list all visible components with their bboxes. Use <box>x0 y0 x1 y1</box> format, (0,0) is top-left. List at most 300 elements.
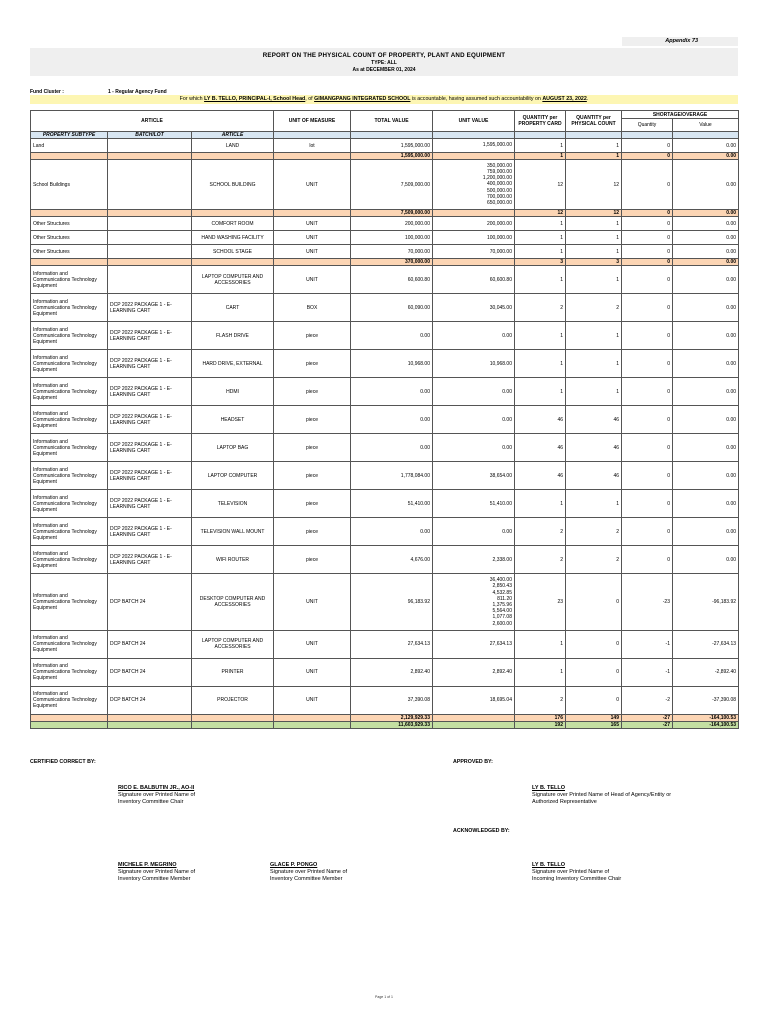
signatory-name: GLACE P. PONGO <box>270 862 318 868</box>
unit-of-measure-cell: UNIT <box>274 630 351 658</box>
report-date: As at DECEMBER 01, 2024 <box>352 67 416 73</box>
unit-value-cell <box>433 139 515 153</box>
shortage-qty-cell: -23 <box>622 574 673 631</box>
unit-value-cell <box>433 217 515 231</box>
qty-card-cell: 2 <box>515 294 566 322</box>
total-value-cell: 96,183.92 <box>351 574 433 631</box>
qty-card-cell: 1 <box>515 217 566 231</box>
table-row <box>31 686 739 714</box>
shortage-qty-cell: 0 <box>622 546 673 574</box>
shortage-value-cell: 0.00 <box>673 294 739 322</box>
unit-of-measure-cell: piece <box>274 406 351 434</box>
header-blank <box>566 132 622 139</box>
shortage-value-cell: -2,892.40 <box>673 658 739 686</box>
signatory-name: LY B. TELLO <box>532 862 566 868</box>
accountability-statement <box>30 95 738 104</box>
signatory-member-1 <box>118 862 195 883</box>
batch-lot-cell <box>108 160 192 210</box>
unit-value: 1,200,000.00 <box>482 175 512 182</box>
unit-value: 0.00 <box>502 332 512 339</box>
qty-physical-cell: 46 <box>566 406 622 434</box>
empty-cell <box>192 153 274 160</box>
shortage-qty-cell: 0 <box>622 490 673 518</box>
shortage-value-cell: 0.00 <box>673 434 739 462</box>
qty-physical-cell: 149 <box>566 714 622 721</box>
article-cell: HDMI <box>192 378 274 406</box>
shortage-value-cell: 0.00 <box>673 266 739 294</box>
article-cell: HEADSET <box>192 406 274 434</box>
certified-label: CERTIFIED CORRECT BY: <box>30 759 96 765</box>
qty-card-cell: 1 <box>515 658 566 686</box>
subtotal-row <box>31 153 739 160</box>
qty-card-cell: 176 <box>515 714 566 721</box>
article-cell: LAPTOP COMPUTER <box>192 462 274 490</box>
shortage-value-cell: -27,634.13 <box>673 630 739 658</box>
qty-card-cell: 1 <box>515 378 566 406</box>
qty-physical-cell: 1 <box>566 378 622 406</box>
signatory-caption: Signature over Printed Name of <box>118 792 196 798</box>
accountability-text: is accountable, having assumed such accountability on <box>410 96 543 102</box>
unit-value: 0.00 <box>502 388 512 395</box>
signatory-role: Authorized Representative <box>532 799 597 805</box>
signatory-member-2 <box>270 862 347 883</box>
batch-lot-cell: DCP 2022 PACKAGE 1 - E-LEARNING CART <box>108 462 192 490</box>
acknowledged-label: ACKNOWLEDGED BY: <box>453 828 510 834</box>
qty-physical-cell: 1 <box>566 266 622 294</box>
total-value-cell: 0.00 <box>351 378 433 406</box>
total-value-cell: 370,000.00 <box>351 259 433 266</box>
article-cell: SCHOOL STAGE <box>192 245 274 259</box>
empty-cell <box>31 259 108 266</box>
total-value-cell: 10,968.00 <box>351 350 433 378</box>
total-value-cell: 60,600.80 <box>351 266 433 294</box>
empty-cell <box>192 714 274 721</box>
empty-cell <box>274 714 351 721</box>
header-article-sub: ARTICLE <box>192 132 274 139</box>
accountability-text: , of <box>305 96 315 102</box>
shortage-value-cell: 0.00 <box>673 350 739 378</box>
header-blank <box>433 132 515 139</box>
table-row <box>31 266 739 294</box>
unit-value-cell <box>433 406 515 434</box>
unit-value: 350,000.00 <box>486 162 512 169</box>
header-shortage-overage: SHORTAGE/OVERAGE <box>622 111 739 119</box>
total-value-cell: 51,410.00 <box>351 490 433 518</box>
total-value-cell: 0.00 <box>351 434 433 462</box>
table-row <box>31 630 739 658</box>
qty-physical-cell: 1 <box>566 217 622 231</box>
property-subtype-cell: Information and Communications Technology Equipment <box>31 294 108 322</box>
header-blank <box>622 132 673 139</box>
shortage-qty-cell: 0 <box>622 434 673 462</box>
qty-physical-cell: 0 <box>566 574 622 631</box>
batch-lot-cell: DCP 2022 PACKAGE 1 - E-LEARNING CART <box>108 322 192 350</box>
property-subtype-cell: Information and Communications Technology Equipment <box>31 434 108 462</box>
page-footer: Page 1 of 1 <box>375 995 393 999</box>
total-value-cell: 11,603,929.33 <box>351 721 433 728</box>
unit-value-cell <box>433 490 515 518</box>
property-subtype-cell: Information and Communications Technology Equipment <box>31 266 108 294</box>
total-value-cell: 0.00 <box>351 322 433 350</box>
batch-lot-cell: DCP 2022 PACKAGE 1 - E-LEARNING CART <box>108 406 192 434</box>
unit-value-cell <box>433 378 515 406</box>
unit-value: 1,375.96 <box>492 602 512 609</box>
empty-cell <box>108 721 192 728</box>
unit-of-measure-cell: piece <box>274 546 351 574</box>
unit-of-measure-cell: piece <box>274 322 351 350</box>
batch-lot-cell: DCP BATCH 24 <box>108 574 192 631</box>
property-subtype-cell: Other Structures <box>31 231 108 245</box>
subtotal-row <box>31 259 739 266</box>
header-unit-of-measure: UNIT OF MEASURE <box>274 111 351 132</box>
signatory-name: LY B. TELLO <box>532 785 566 791</box>
article-cell: LAPTOP BAG <box>192 434 274 462</box>
property-subtype-cell: Other Structures <box>31 245 108 259</box>
signatory-approved <box>532 785 671 806</box>
unit-value: 30,045.00 <box>489 304 512 311</box>
qty-physical-cell: 2 <box>566 546 622 574</box>
table-row <box>31 518 739 546</box>
empty-cell <box>274 210 351 217</box>
qty-card-cell: 1 <box>515 266 566 294</box>
empty-cell <box>31 153 108 160</box>
subtotal-row <box>31 210 739 217</box>
table-row <box>31 546 739 574</box>
table-row <box>31 350 739 378</box>
property-subtype-cell: Information and Communications Technology Equipment <box>31 686 108 714</box>
property-subtype-cell: Information and Communications Technology Equipment <box>31 406 108 434</box>
shortage-value-cell: 0.00 <box>673 490 739 518</box>
article-cell: DESKTOP COMPUTER AND ACCESSORIES <box>192 574 274 631</box>
shortage-qty-cell: 0 <box>622 160 673 210</box>
unit-value: 1,595,000.00 <box>482 142 512 149</box>
batch-lot-cell: DCP BATCH 24 <box>108 630 192 658</box>
unit-value: 759,000.00 <box>486 169 512 176</box>
shortage-qty-cell: 0 <box>622 210 673 217</box>
shortage-value-cell: 0.00 <box>673 210 739 217</box>
qty-physical-cell: 1 <box>566 245 622 259</box>
unit-of-measure-cell: piece <box>274 350 351 378</box>
shortage-value-cell: -164,100.53 <box>673 721 739 728</box>
qty-card-cell: 12 <box>515 160 566 210</box>
empty-cell <box>108 210 192 217</box>
ppe-table-body <box>31 139 739 729</box>
property-subtype-cell: Information and Communications Technology Equipment <box>31 462 108 490</box>
qty-physical-cell: 1 <box>566 231 622 245</box>
shortage-qty-cell: 0 <box>622 259 673 266</box>
shortage-value-cell: 0.00 <box>673 462 739 490</box>
unit-value: 650,000.00 <box>486 200 512 207</box>
subtotal-row <box>31 714 739 721</box>
signatory-name: MICHELE P. MEGRINO <box>118 862 177 868</box>
unit-value-cell <box>433 434 515 462</box>
total-value-cell: 60,090.00 <box>351 294 433 322</box>
table-row <box>31 574 739 631</box>
signatory-name: RICO E. BALBUTIN JR., AO-II <box>118 785 195 791</box>
article-cell: CART <box>192 294 274 322</box>
property-subtype-cell: Information and Communications Technology Equipment <box>31 322 108 350</box>
unit-value: 4,532.85 <box>492 589 512 596</box>
article-cell: FLASH DRIVE <box>192 322 274 350</box>
empty-cell <box>274 259 351 266</box>
shortage-value-cell: 0.00 <box>673 245 739 259</box>
unit-value: 27,634.13 <box>489 641 512 648</box>
empty-cell <box>108 714 192 721</box>
article-cell: LAND <box>192 139 274 153</box>
total-value-cell: 2,892.40 <box>351 658 433 686</box>
qty-card-cell: 2 <box>515 518 566 546</box>
article-cell: TELEVISION <box>192 490 274 518</box>
qty-card-cell: 1 <box>515 490 566 518</box>
qty-physical-cell: 0 <box>566 630 622 658</box>
signatory-certified <box>118 785 195 806</box>
shortage-value-cell: 0.00 <box>673 231 739 245</box>
header-unit-value: UNIT VALUE <box>433 111 515 132</box>
shortage-value-cell: -164,100.53 <box>673 714 739 721</box>
fund-cluster-label: Fund Cluster : <box>30 89 64 95</box>
unit-value: 200,000.00 <box>486 220 512 227</box>
empty-cell <box>192 210 274 217</box>
batch-lot-cell <box>108 217 192 231</box>
signatory-role: Inventory Committee Chair <box>118 799 184 805</box>
batch-lot-cell: DCP BATCH 24 <box>108 658 192 686</box>
unit-value: 60,600.80 <box>489 276 512 283</box>
empty-cell <box>274 721 351 728</box>
empty-cell <box>433 153 515 160</box>
batch-lot-cell: DCP 2022 PACKAGE 1 - E-LEARNING CART <box>108 378 192 406</box>
empty-cell <box>433 714 515 721</box>
unit-of-measure-cell: piece <box>274 462 351 490</box>
qty-card-cell: 1 <box>515 231 566 245</box>
qty-card-cell: 3 <box>515 259 566 266</box>
unit-value: 1,077.08 <box>492 614 512 621</box>
total-value-cell: 7,509,000.00 <box>351 210 433 217</box>
shortage-qty-cell: 0 <box>622 294 673 322</box>
table-row <box>31 245 739 259</box>
unit-value-cell <box>433 462 515 490</box>
report-type: TYPE: ALL <box>371 60 397 66</box>
article-cell: PRINTER <box>192 658 274 686</box>
header-total-value: TOTAL VALUE <box>351 111 433 132</box>
qty-physical-cell: 2 <box>566 294 622 322</box>
shortage-qty-cell: 0 <box>622 245 673 259</box>
qty-physical-cell: 1 <box>566 139 622 153</box>
unit-value: 38,654.00 <box>489 472 512 479</box>
accountability-text: . <box>586 96 589 102</box>
header-qty-card: QUANTITY per PROPERTY CARD <box>515 111 566 132</box>
batch-lot-cell: DCP 2022 PACKAGE 1 - E-LEARNING CART <box>108 518 192 546</box>
shortage-value-cell: 0.00 <box>673 546 739 574</box>
unit-value-cell <box>433 574 515 631</box>
table-row <box>31 322 739 350</box>
total-value-cell: 100,000.00 <box>351 231 433 245</box>
unit-of-measure-cell: lot <box>274 139 351 153</box>
report-title: REPORT ON THE PHYSICAL COUNT OF PROPERTY, PLANT AND EQUIPMENT <box>262 52 506 59</box>
unit-value: 36,400.00 <box>489 577 512 584</box>
shortage-qty-cell: 0 <box>622 217 673 231</box>
shortage-qty-cell: 0 <box>622 378 673 406</box>
unit-value: 0.00 <box>502 528 512 535</box>
unit-of-measure-cell: BOX <box>274 294 351 322</box>
qty-physical-cell: 0 <box>566 658 622 686</box>
empty-cell <box>192 259 274 266</box>
property-subtype-cell: Information and Communications Technology Equipment <box>31 490 108 518</box>
header-blank <box>515 132 566 139</box>
unit-value-cell <box>433 245 515 259</box>
article-cell: WIFI ROUTER <box>192 546 274 574</box>
header-blank <box>351 132 433 139</box>
approved-label: APPROVED BY: <box>453 759 493 765</box>
property-subtype-cell: School Buildings <box>31 160 108 210</box>
shortage-value-cell: 0.00 <box>673 322 739 350</box>
unit-value: 10,968.00 <box>489 360 512 367</box>
signatory-caption: Signature over Printed Name of <box>532 869 610 875</box>
empty-cell <box>192 721 274 728</box>
article-cell: COMFORT ROOM <box>192 217 274 231</box>
empty-cell <box>31 210 108 217</box>
unit-of-measure-cell: piece <box>274 434 351 462</box>
total-value-cell: 1,595,000.00 <box>351 139 433 153</box>
qty-card-cell: 1 <box>515 322 566 350</box>
shortage-qty-cell: 0 <box>622 462 673 490</box>
qty-card-cell: 1 <box>515 350 566 378</box>
table-row <box>31 406 739 434</box>
unit-value: 100,000.00 <box>486 234 512 241</box>
batch-lot-cell: DCP 2022 PACKAGE 1 - E-LEARNING CART <box>108 294 192 322</box>
empty-cell <box>433 721 515 728</box>
header-qty-physical: QUANTITY per PHYSICAL COUNT <box>566 111 622 132</box>
fund-cluster-value: 1 - Regular Agency Fund <box>108 89 167 95</box>
unit-of-measure-cell: piece <box>274 378 351 406</box>
unit-value: 400,000.00 <box>486 181 512 188</box>
shortage-qty-cell: 0 <box>622 322 673 350</box>
unit-value-cell <box>433 350 515 378</box>
header-article: ARTICLE <box>31 111 274 132</box>
unit-of-measure-cell: UNIT <box>274 686 351 714</box>
unit-value: 0.00 <box>502 416 512 423</box>
total-value-cell: 7,509,000.00 <box>351 160 433 210</box>
qty-card-cell: 1 <box>515 245 566 259</box>
article-cell: LAPTOP COMPUTER AND ACCESSORIES <box>192 266 274 294</box>
unit-value: 18,695.04 <box>489 697 512 704</box>
empty-cell <box>274 153 351 160</box>
table-row <box>31 490 739 518</box>
batch-lot-cell: DCP 2022 PACKAGE 1 - E-LEARNING CART <box>108 434 192 462</box>
qty-card-cell: 1 <box>515 153 566 160</box>
unit-value: 2,338.00 <box>492 556 512 563</box>
unit-value: 70,000.00 <box>489 248 512 255</box>
qty-physical-cell: 1 <box>566 350 622 378</box>
qty-card-cell: 12 <box>515 210 566 217</box>
shortage-qty-cell: -27 <box>622 714 673 721</box>
unit-value-cell <box>433 658 515 686</box>
property-subtype-cell: Information and Communications Technology Equipment <box>31 518 108 546</box>
total-value-cell: 27,634.13 <box>351 630 433 658</box>
unit-of-measure-cell: UNIT <box>274 658 351 686</box>
table-row <box>31 434 739 462</box>
article-cell: LAPTOP COMPUTER AND ACCESSORIES <box>192 630 274 658</box>
qty-card-cell: 46 <box>515 406 566 434</box>
appendix-label: Appendix 73 <box>622 37 738 46</box>
signatory-caption: Signature over Printed Name of <box>118 869 196 875</box>
total-value-cell: 70,000.00 <box>351 245 433 259</box>
total-value-cell: 1,595,000.00 <box>351 153 433 160</box>
property-subtype-cell: Information and Communications Technology Equipment <box>31 378 108 406</box>
qty-card-cell: 23 <box>515 574 566 631</box>
property-subtype-cell: Information and Communications Technology Equipment <box>31 658 108 686</box>
header-property-subtype: PROPERTY SUBTYPE <box>31 132 108 139</box>
unit-value: 700,000.00 <box>486 193 512 200</box>
table-row <box>31 294 739 322</box>
article-cell: PROJECTOR <box>192 686 274 714</box>
property-subtype-cell: Information and Communications Technology Equipment <box>31 350 108 378</box>
batch-lot-cell <box>108 231 192 245</box>
qty-physical-cell: 3 <box>566 259 622 266</box>
table-row <box>31 139 739 153</box>
shortage-qty-cell: 0 <box>622 153 673 160</box>
table-row <box>31 378 739 406</box>
unit-value: 500,000.00 <box>486 187 512 194</box>
unit-of-measure-cell: UNIT <box>274 245 351 259</box>
unit-value-cell <box>433 322 515 350</box>
signatory-caption: Signature over Printed Name of Head of Agency/Entity or <box>532 792 672 798</box>
unit-value-cell <box>433 266 515 294</box>
shortage-qty-cell: -1 <box>622 630 673 658</box>
table-row <box>31 231 739 245</box>
shortage-value-cell: 0.00 <box>673 259 739 266</box>
unit-value-cell <box>433 546 515 574</box>
unit-of-measure-cell: UNIT <box>274 231 351 245</box>
total-value-cell: 0.00 <box>351 406 433 434</box>
batch-lot-cell <box>108 245 192 259</box>
qty-physical-cell: 46 <box>566 462 622 490</box>
unit-value: 0.00 <box>502 444 512 451</box>
shortage-value-cell: -96,183.92 <box>673 574 739 631</box>
qty-card-cell: 2 <box>515 546 566 574</box>
unit-of-measure-cell: UNIT <box>274 266 351 294</box>
qty-card-cell: 1 <box>515 630 566 658</box>
accountability-text: For which <box>179 96 205 102</box>
shortage-value-cell: 0.00 <box>673 518 739 546</box>
property-subtype-cell: Information and Communications Technology Equipment <box>31 630 108 658</box>
header-blank <box>274 132 351 139</box>
qty-physical-cell: 2 <box>566 518 622 546</box>
empty-cell <box>108 259 192 266</box>
qty-card-cell: 46 <box>515 434 566 462</box>
shortage-value-cell: 0.00 <box>673 406 739 434</box>
unit-of-measure-cell: UNIT <box>274 160 351 210</box>
qty-physical-cell: 12 <box>566 160 622 210</box>
unit-of-measure-cell: UNIT <box>274 217 351 231</box>
unit-value-cell <box>433 294 515 322</box>
article-cell: HAND WASHING FACILITY <box>192 231 274 245</box>
signatory-caption: Signature over Printed Name of <box>270 869 348 875</box>
unit-of-measure-cell: UNIT <box>274 574 351 631</box>
report-title-block <box>30 48 738 76</box>
property-subtype-cell: Information and Communications Technology Equipment <box>31 546 108 574</box>
qty-physical-cell: 1 <box>566 322 622 350</box>
total-value-cell: 200,000.00 <box>351 217 433 231</box>
unit-value-cell <box>433 231 515 245</box>
qty-physical-cell: 1 <box>566 490 622 518</box>
shortage-value-cell: -37,390.08 <box>673 686 739 714</box>
unit-value-cell <box>433 518 515 546</box>
shortage-qty-cell: -2 <box>622 686 673 714</box>
qty-card-cell: 192 <box>515 721 566 728</box>
property-subtype-cell: Information and Communications Technology Equipment <box>31 574 108 631</box>
unit-of-measure-cell: piece <box>274 490 351 518</box>
unit-value: 5,564.00 <box>492 608 512 615</box>
